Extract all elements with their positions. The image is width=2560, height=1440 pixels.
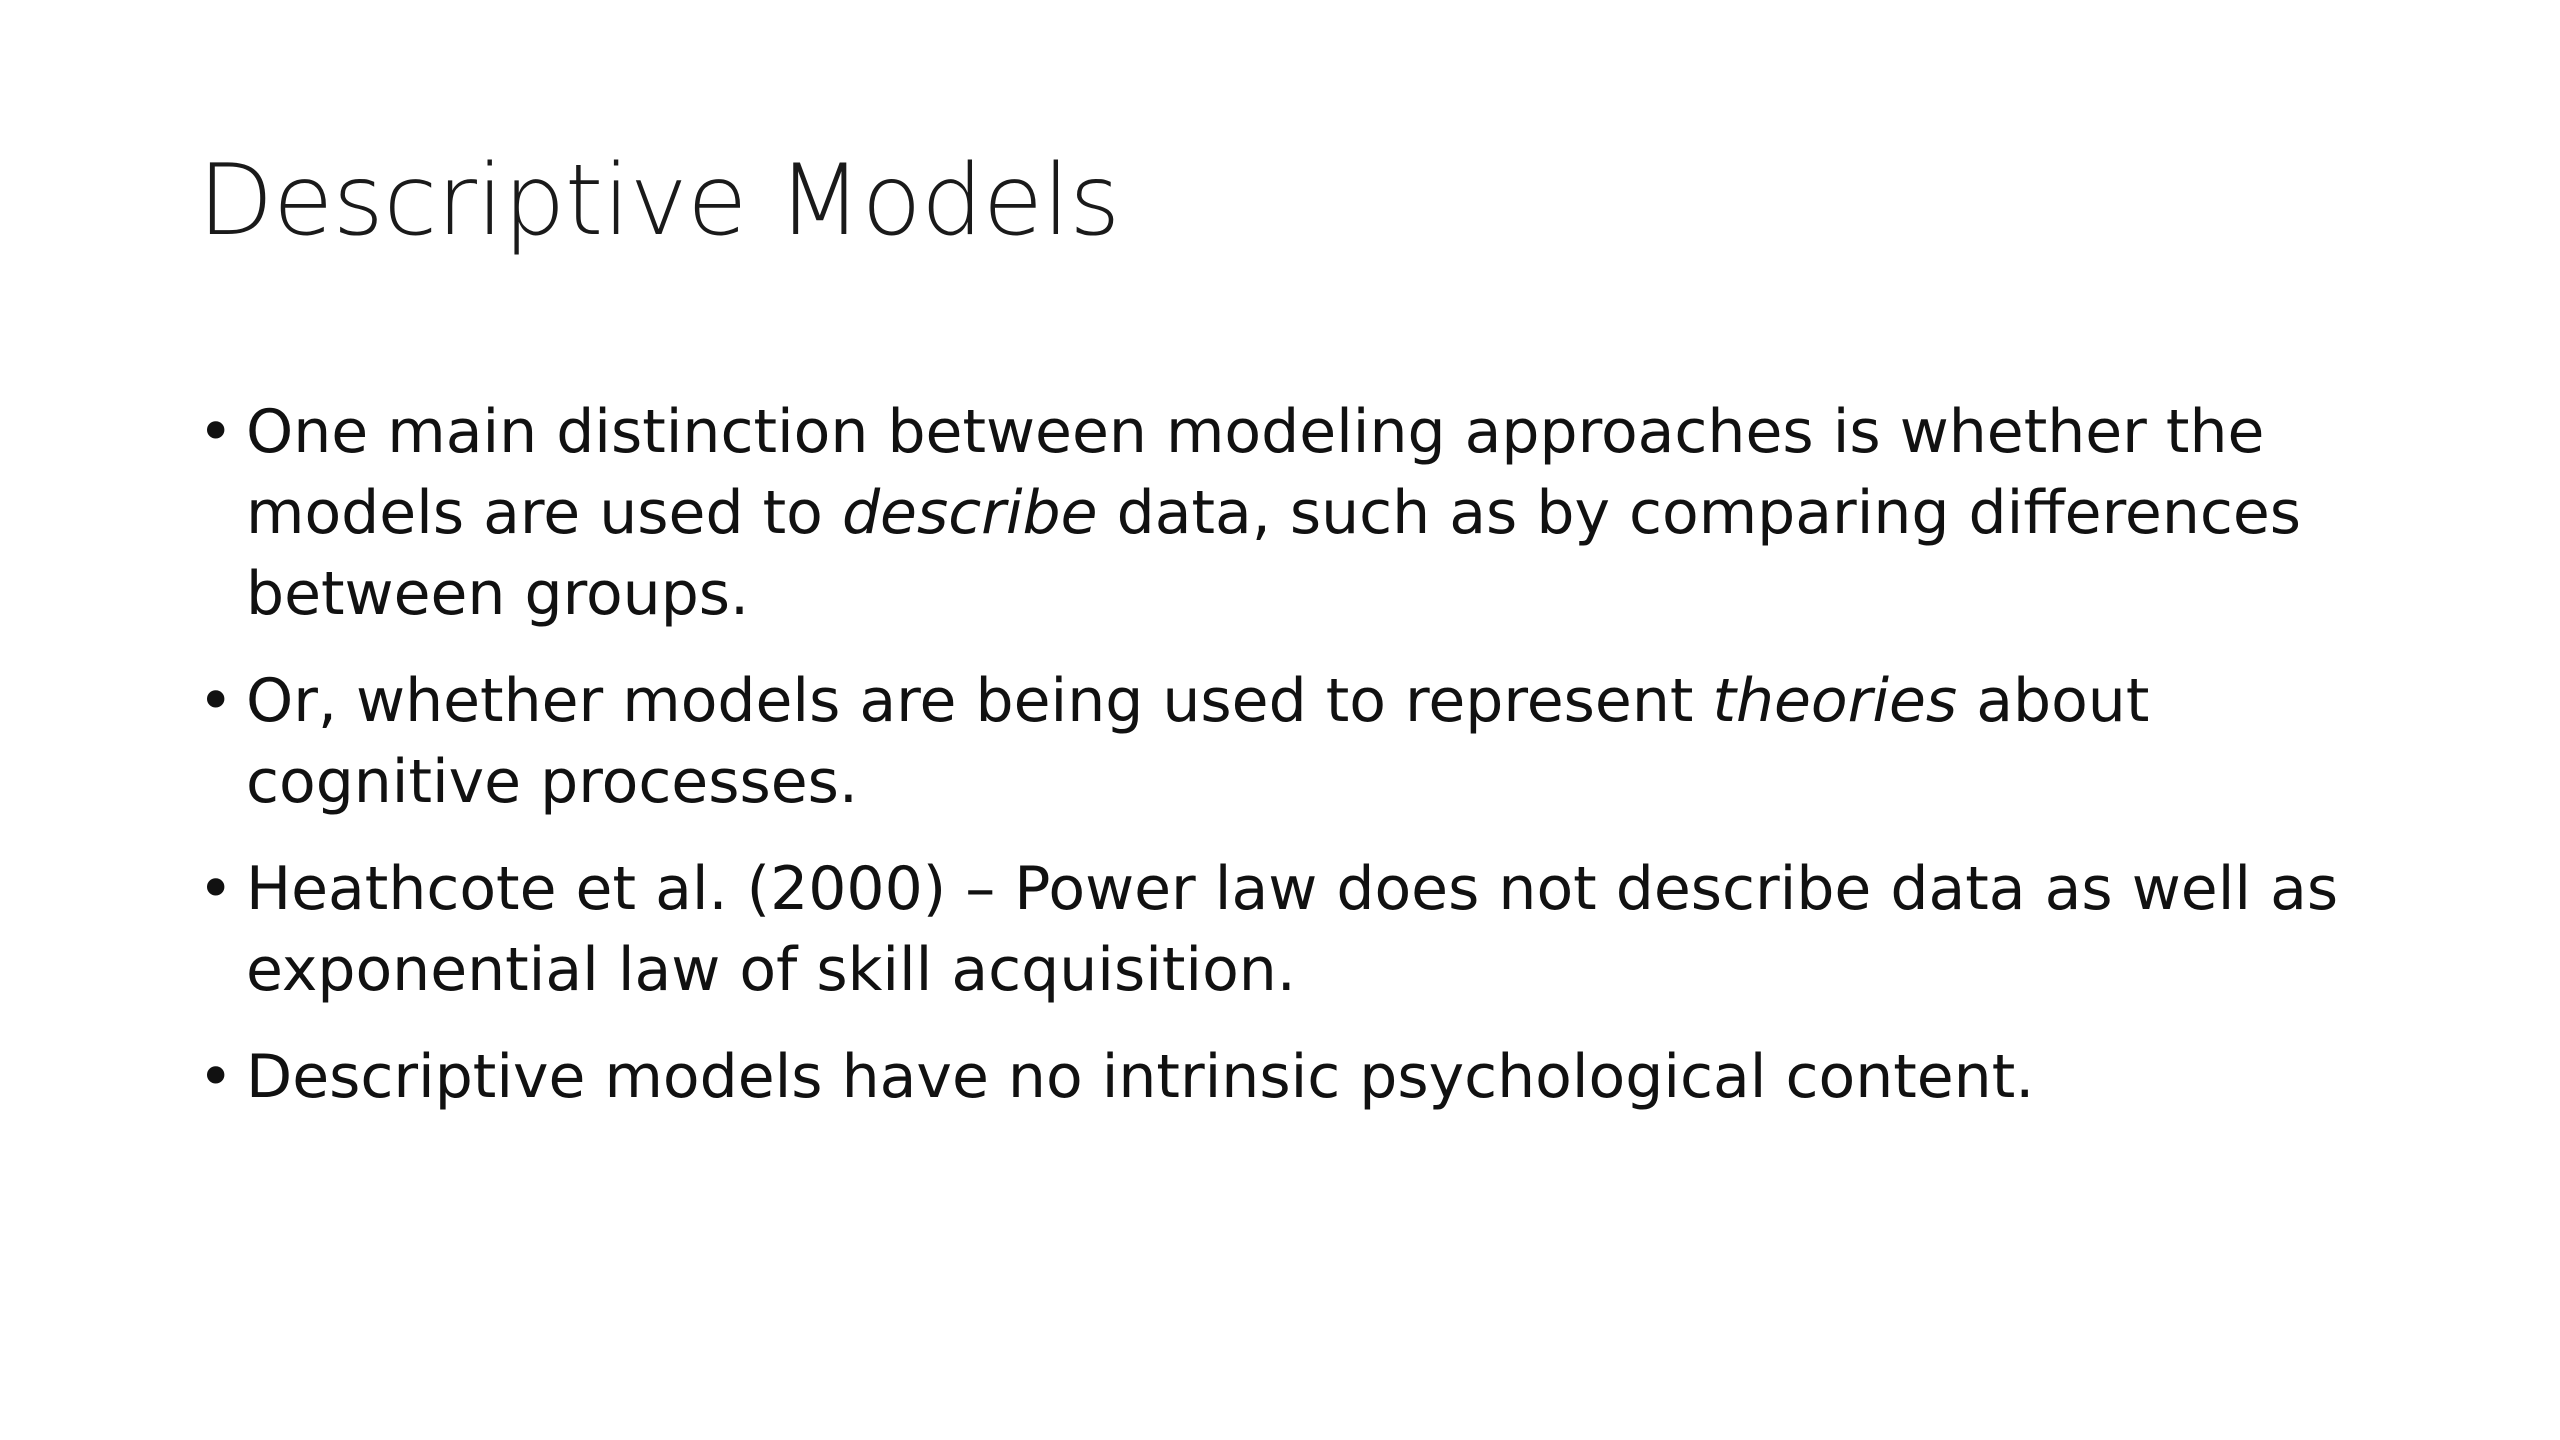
bullet-list [198,392,2398,1144]
bullet-item-1 [198,392,2398,635]
bullet-dot: • [198,397,234,467]
bullet-text-segment: Descriptive models have no intrinsic psychological content. [246,1042,2035,1112]
bullet-text-emphasis: theories [1712,666,1958,736]
bullet-text-segment: Or, whether models are being used to represent [246,666,1713,736]
bullet-dot: • [198,1042,234,1112]
bullet-dot: • [198,854,234,924]
bullet-item-3 [198,849,2398,1011]
bullet-text [246,854,2338,1005]
bullet-text-segment: One main distinction between modeling approaches is whether the models are used to [246,397,2265,548]
bullet-text-emphasis: describe [841,478,1098,548]
bullet-text [246,666,2149,817]
bullet-item-4 [198,1037,2398,1118]
bullet-text-segment: data, such as by comparing differences between groups. [246,478,2302,629]
bullet-text [246,1042,2034,1112]
bullet-text [246,397,2301,629]
bullet-text-segment: Heathcote et al. (2000) – Power law does not describe data as well as exponential law of skill acquisition. [246,854,2339,1005]
slide-title: Descriptive Models [198,144,1120,258]
bullet-dot: • [198,666,234,736]
bullet-item-2 [198,661,2398,823]
bullet-text-segment: about cognitive processes. [246,666,2150,817]
